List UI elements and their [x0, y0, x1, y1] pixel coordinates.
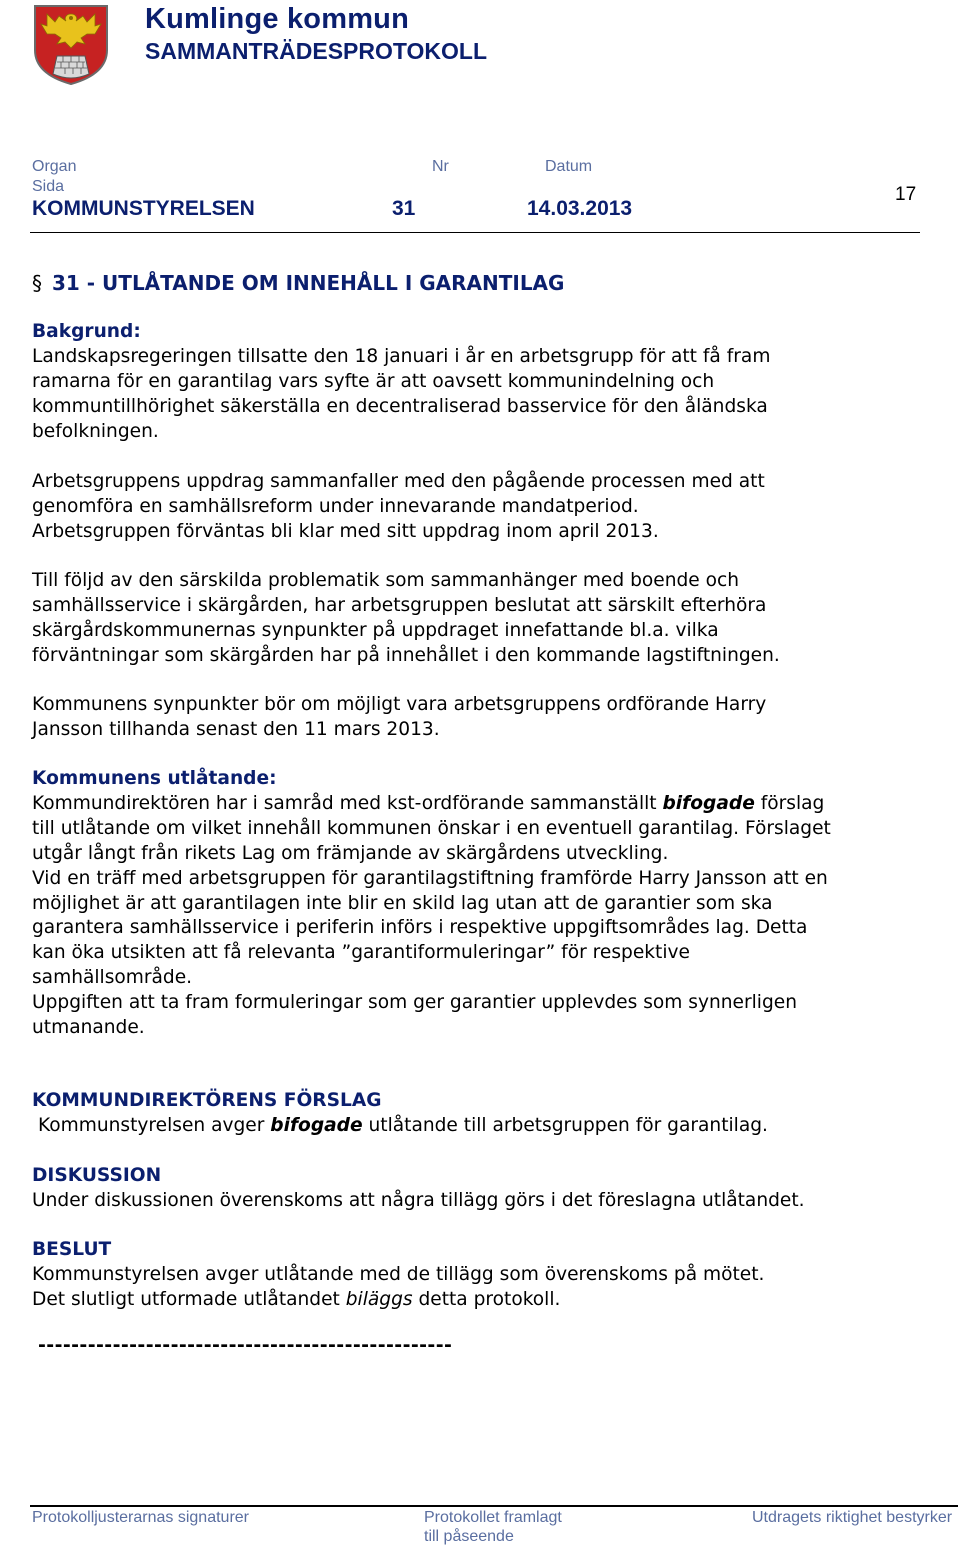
beslut-block	[32, 1238, 932, 1313]
municipal-crest	[33, 4, 109, 86]
paragraph-line: samhällsservice i skärgården, har arbetsgruppen beslutat att särskilt efterhöra	[32, 594, 767, 616]
text-run: detta protokoll.	[412, 1288, 561, 1310]
sida-label: Sida	[32, 178, 65, 195]
paragraph-line: Uppgiften att ta fram formuleringar som ger garantier upplevdes som synnerligen	[32, 992, 797, 1014]
bifogade-emphasis: bifogade	[270, 1114, 363, 1136]
organ-label: Organ	[32, 158, 77, 175]
bakgrund-block	[32, 320, 932, 445]
diskussion-line: Under diskussionen överenskoms att några tillägg görs i det föreslagna utlåtandet.	[32, 1189, 805, 1211]
coat-of-arms-icon	[33, 4, 109, 86]
paragraph-line: förväntningar som skärgården har på innehållet i den kommande lagstiftningen.	[32, 644, 780, 666]
bakgrund-line: ramarna för en garantilag vars syfte är att oavsett kommunindelning och	[32, 370, 715, 392]
paragraph-line: genomföra en samhällsreform under innevarande mandatperiod.	[32, 495, 639, 517]
footer-framlagt-2: till påseende	[424, 1528, 514, 1545]
beslut-line	[32, 1288, 932, 1313]
paragraph-line: Kommunens synpunkter bör om möjligt vara arbetsgruppens ordförande Harry	[32, 694, 767, 715]
paragraph-line: Vid en träff med arbetsgruppen för garantilagstiftning framförde Harry Jansson att en	[32, 867, 828, 889]
bakgrund-line: Landskapsregeringen tillsatte den 18 januari i år en arbetsgrupp för att få fram	[32, 345, 771, 367]
end-separator: --------------------------------------------------	[38, 1334, 453, 1356]
page-number: 17	[895, 184, 917, 205]
text-run: Kommunstyrelsen avger	[38, 1114, 271, 1136]
document-type: SAMMANTRÄDESPROTOKOLL	[145, 38, 488, 64]
paragraph-line: Arbetsgruppens uppdrag sammanfaller med den pågående processen med att	[32, 471, 765, 492]
municipality-name: Kumlinge kommun	[145, 3, 410, 35]
paragraph-line: samhällsområde.	[32, 967, 193, 989]
nr-label: Nr	[432, 158, 449, 175]
diskussion-block	[32, 1164, 932, 1214]
utlatande-first-line	[32, 792, 932, 817]
footer-framlagt: Protokollet framlagt	[424, 1509, 562, 1526]
bifogade-emphasis: bifogade	[662, 792, 755, 814]
footer-utdrag: Utdragets riktighet bestyrker	[752, 1509, 953, 1526]
forslag-heading: KOMMUNDIREKTÖRENS FÖRSLAG	[32, 1090, 382, 1111]
forslag-block	[32, 1089, 932, 1139]
paragraph-line: möjlighet är att garantilagen inte blir en skild lag utan att de garantier som ska	[32, 892, 773, 914]
paragraph-line: till utlåtande om vilket innehåll kommunen önskar i en eventuell garantilag. Förslaget	[32, 817, 831, 839]
text-run: utlåtande till arbetsgruppen för garantilag.	[362, 1114, 768, 1136]
section-title	[32, 271, 564, 295]
bakgrund-line: kommuntillhörighet säkerställa en decentraliserad basservice för den åländska	[32, 395, 768, 417]
footer-signatures: Protokolljusterarnas signaturer	[32, 1509, 249, 1526]
text-run: Kommundirektören har i samråd med kst-ordförande sammanställt	[32, 792, 663, 814]
diskussion-heading: DISKUSSION	[32, 1165, 162, 1186]
header-divider	[30, 232, 920, 233]
footer-divider	[30, 1505, 958, 1507]
organ-value: KOMMUNSTYRELSEN	[32, 197, 255, 220]
paragraph-line: skärgårdskommunernas synpunkter på uppdraget innefattande bl.a. vilka	[32, 619, 719, 641]
skargard-paragraph	[32, 569, 932, 669]
bakgrund-line: befolkningen.	[32, 420, 159, 442]
utlatande-heading: Kommunens utlåtande:	[32, 768, 277, 789]
utlatande-block	[32, 767, 932, 1041]
nr-value: 31	[392, 197, 416, 220]
synpunkter-paragraph	[32, 693, 932, 743]
paragraph-line: Arbetsgruppen förväntas bli klar med sitt uppdrag inom april 2013.	[32, 520, 659, 542]
paragraph-line: garantera samhällsservice i periferin införs i respektive uppgiftsområdes lag. Detta	[32, 917, 808, 939]
paragraph-line: utmanande.	[32, 1017, 145, 1039]
beslut-line: Kommunstyrelsen avger utlåtande med de tillägg som överenskoms på mötet.	[32, 1263, 765, 1285]
biläggs-emphasis: biläggs	[345, 1288, 413, 1310]
bakgrund-heading: Bakgrund:	[32, 321, 141, 342]
section-title-text: 31 - UTLÅTANDE OM INNEHÅLL I GARANTILAG	[52, 271, 565, 295]
datum-label: Datum	[545, 158, 593, 175]
paragraph-line: utgår långt från rikets Lag om främjande av skärgårdens utveckling.	[32, 842, 669, 864]
paragraph-mark: §	[32, 271, 42, 295]
text-run: förslag	[754, 792, 825, 814]
paragraph-line: Jansson tillhanda senast den 11 mars 2013.	[32, 718, 440, 740]
beslut-heading: BESLUT	[32, 1239, 112, 1260]
paragraph-line: Till följd av den särskilda problematik som sammanhänger med boende och	[32, 570, 740, 591]
text-run: Det slutligt utformade utlåtandet	[32, 1288, 346, 1310]
date-value: 14.03.2013	[527, 197, 633, 220]
arbetsgrupp-paragraph	[32, 470, 932, 545]
forslag-line	[32, 1114, 932, 1139]
paragraph-line: kan öka utsikten att få relevanta ”garantiformuleringar” för respektive	[32, 942, 690, 964]
